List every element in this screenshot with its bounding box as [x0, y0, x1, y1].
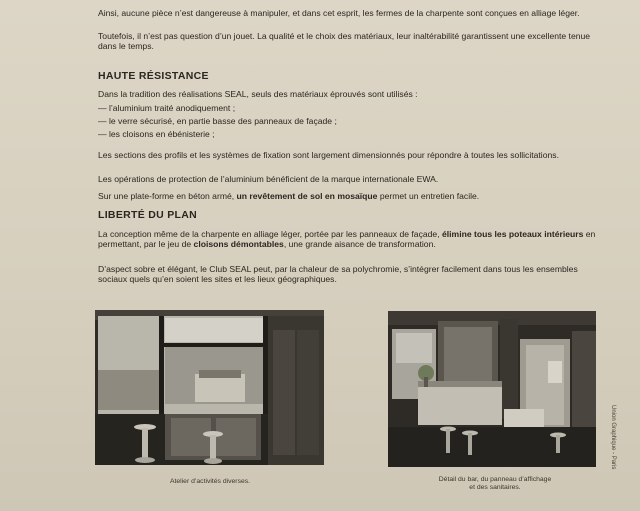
- caption-atelier: Atelier d’activités diverses.: [169, 478, 251, 485]
- section1-paragraph-sol: [98, 191, 598, 201]
- plan-text-bold-1: élimine tous les poteaux intérieurs: [442, 229, 584, 239]
- plan-text-c: en permettant, par le jeu de: [98, 229, 596, 250]
- plan-text-bold-2: cloisons démontables: [193, 239, 284, 250]
- caption-bar: [420, 476, 570, 492]
- photo-atelier-image: [95, 310, 324, 465]
- sol-text-c: permet un entretien facile.: [379, 191, 480, 201]
- caption-bar-line-1: Détail du bar, du panneau d’affichage: [438, 476, 552, 483]
- plan-text-e: , une grande aisance de transformation.: [283, 239, 436, 250]
- photo-atelier: [95, 310, 324, 465]
- section2-paragraph-2: D’aspect sobre et élégant, le Club SEAL peut, par la chaleur de sa polychromie, s’intégrer facilement dans tous les ensembles sociaux quels qu’en soient les sites et les lieux géographiques.: [98, 264, 578, 285]
- bullet-item: — le verre sécurisé, en partie basse des panneaux de façade ;: [98, 116, 337, 126]
- printer-credit: Union Graphique - Paris: [610, 405, 616, 470]
- section1-paragraph-sections: Les sections des profils et les systèmes de fixation sont largement dimensionnés pour répondre à toutes les sollicitations.: [98, 150, 559, 160]
- sol-text-bold: un revêtement de sol en mosaïque: [236, 191, 378, 201]
- photo-bar-image: [388, 311, 596, 467]
- section-heading-haute-resistance: HAUTE RÉSISTANCE: [98, 70, 209, 82]
- intro-paragraph-2: Toutefois, il n’est pas question d’un jouet. La qualité et le choix des matériaux, leur inaltérabilité garantissent une excellente tenue dans le temps.: [98, 31, 591, 52]
- caption-bar-line-2: et des sanitaires.: [469, 484, 521, 491]
- section-heading-liberte-du-plan: LIBERTÉ DU PLAN: [98, 209, 197, 221]
- bullet-item: — les cloisons en ébénisterie ;: [98, 129, 215, 139]
- sol-text-a: Sur une plate-forme en béton armé,: [98, 191, 235, 201]
- intro-paragraph-1: Ainsi, aucune pièce n’est dangereuse à manipuler, et dans cet esprit, les fermes de la charpente sont conçues en alliage léger.: [98, 8, 580, 18]
- section1-lead: Dans la tradition des réalisations SEAL, seuls des matériaux éprouvés sont utilisés :: [98, 89, 418, 99]
- photo-bar: [388, 311, 596, 467]
- section2-paragraph-1: [98, 229, 598, 250]
- section1-paragraph-ewa: Les opérations de protection de l’aluminium bénéficient de la marque internationale EWA.: [98, 174, 439, 184]
- bullet-item: — l’aluminium traité anodiquement ;: [98, 103, 236, 113]
- plan-text-a: La conception même de la charpente en alliage léger, portée par les panneaux de façade,: [98, 229, 440, 239]
